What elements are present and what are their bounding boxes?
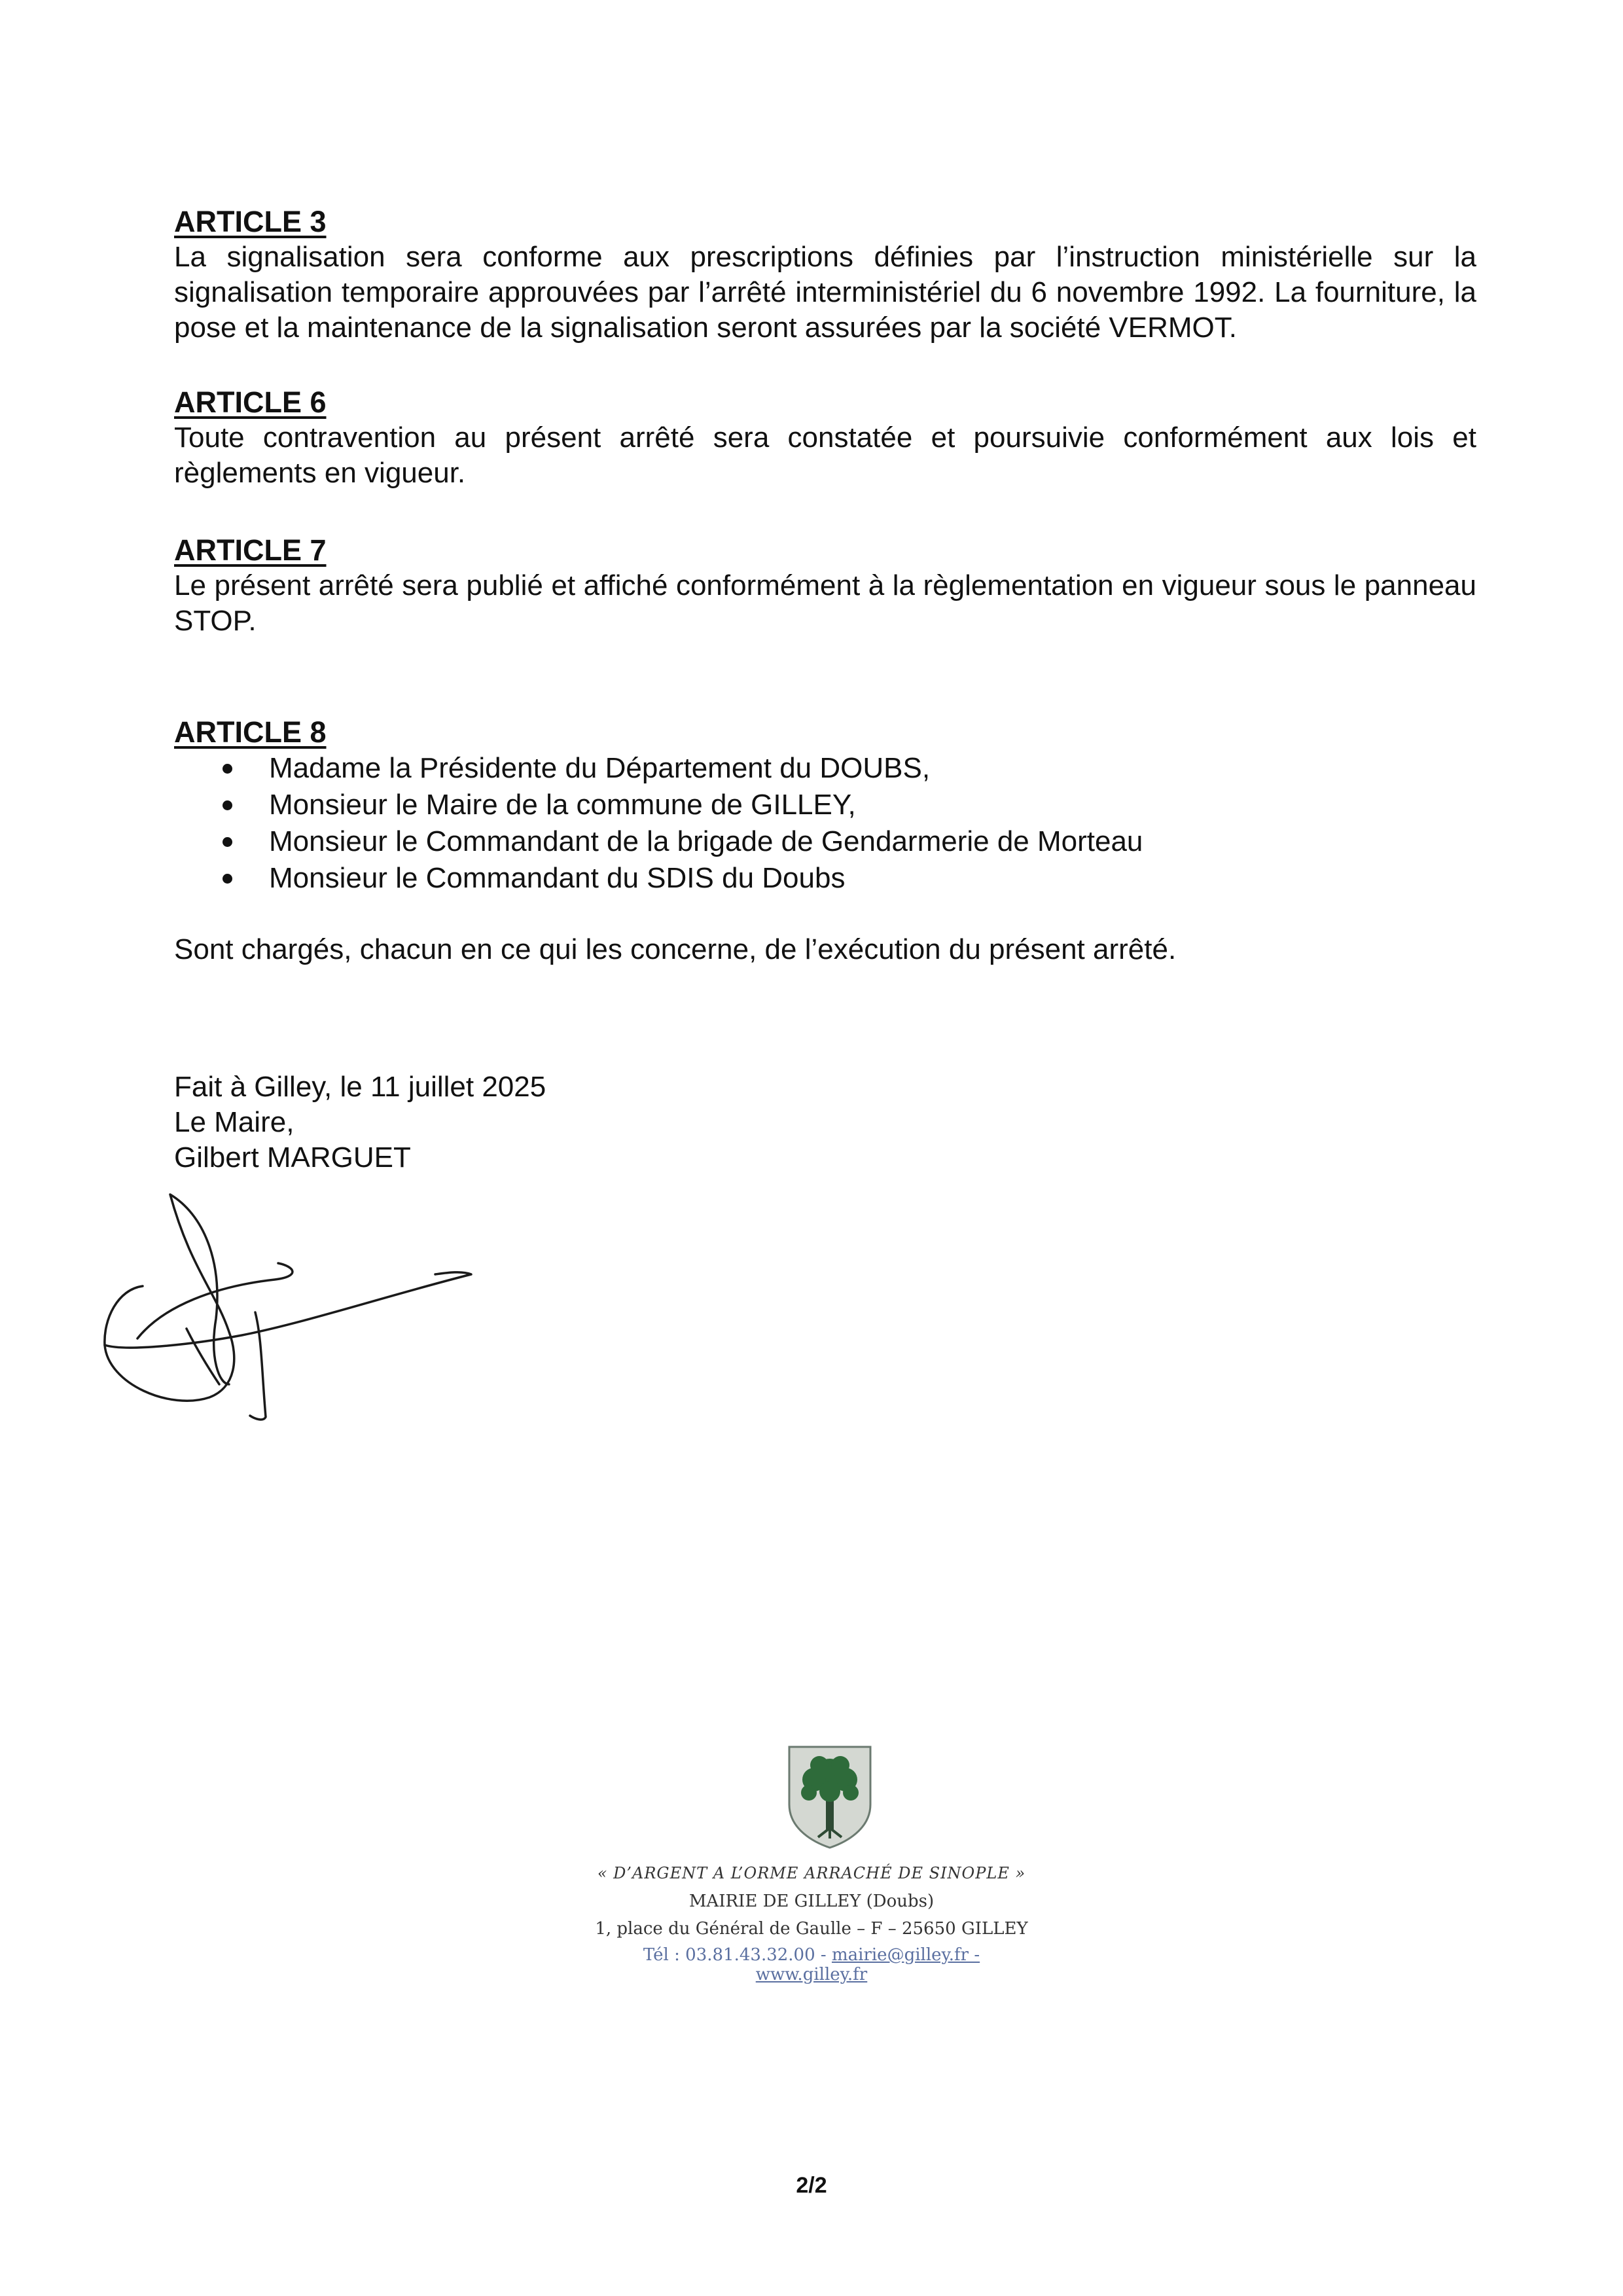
footer-address: 1, place du Général de Gaulle – F – 25650 GILLEY <box>595 1919 1028 1939</box>
place-date: Fait à Gilley, le 11 juillet 2025 <box>174 1071 546 1103</box>
list-item-text: Monsieur le Commandant de la brigade de Gendarmerie de Morteau <box>269 825 1143 857</box>
list-item-text: Monsieur le Maire de la commune de GILLEY, <box>269 789 856 821</box>
article-body: Le présent arrêté sera publié et affiché conformément à la règlementation en vigueur sous le panneau STOP. <box>174 569 1476 637</box>
list-item <box>174 823 1476 860</box>
signature-block <box>174 1069 546 1175</box>
signer-name: Gilbert MARGUET <box>174 1141 411 1174</box>
bullet-icon <box>223 764 232 774</box>
article-7 <box>174 533 1476 639</box>
bullet-icon <box>223 800 232 810</box>
article-body: Toute contravention au présent arrêté sera constatée et poursuivie conformément aux lois et règlements en vigueur. <box>174 422 1476 489</box>
bullet-icon <box>223 874 232 884</box>
closing-statement: Sont chargés, chacun en ce qui les concerne, de l’exécution du présent arrêté. <box>174 933 1177 965</box>
list-item <box>174 750 1476 787</box>
article-title: ARTICLE 3 <box>174 205 327 238</box>
article-6 <box>174 385 1476 491</box>
coat-of-arms-icon <box>787 1744 873 1849</box>
recipient-list <box>174 750 1476 897</box>
article-3 <box>174 204 1476 346</box>
list-item <box>174 787 1476 823</box>
article-title: ARTICLE 8 <box>174 715 327 749</box>
article-title: ARTICLE 7 <box>174 533 327 567</box>
list-item-text: Monsieur le Commandant du SDIS du Doubs <box>269 862 846 894</box>
footer-mairie: MAIRIE DE GILLEY (Doubs) <box>688 1892 935 1911</box>
separator: - <box>820 1945 832 1965</box>
footer-phone: Tél : 03.81.43.32.00 <box>643 1945 815 1965</box>
signer-role: Le Maire, <box>174 1106 294 1138</box>
article-8 <box>174 715 1476 897</box>
list-item <box>174 860 1476 897</box>
bullet-icon <box>223 837 232 847</box>
page-number: 2/2 <box>796 2173 827 2198</box>
footer-links[interactable]: mairie@gilley.fr - www.gilley.fr <box>755 1945 980 1984</box>
article-title: ARTICLE 6 <box>174 386 327 419</box>
list-item-text: Madame la Présidente du Département du DOUBS, <box>269 752 931 784</box>
handwritten-signature <box>79 1188 484 1424</box>
footer-motto: « D’ARGENT A L’ORME ARRACHÉ DE SINOPLE » <box>597 1864 1026 1882</box>
article-body: La signalisation sera conforme aux prescriptions définies par l’instruction ministérielle sur la signalisation temporaire approuvées par l’arrêté interministériel du 6 novembre 1992. La fourniture, la pose et la maintenance de la signalisation seront assurées par la société VERMOT. <box>174 241 1476 344</box>
footer-contact <box>589 1945 1034 1984</box>
